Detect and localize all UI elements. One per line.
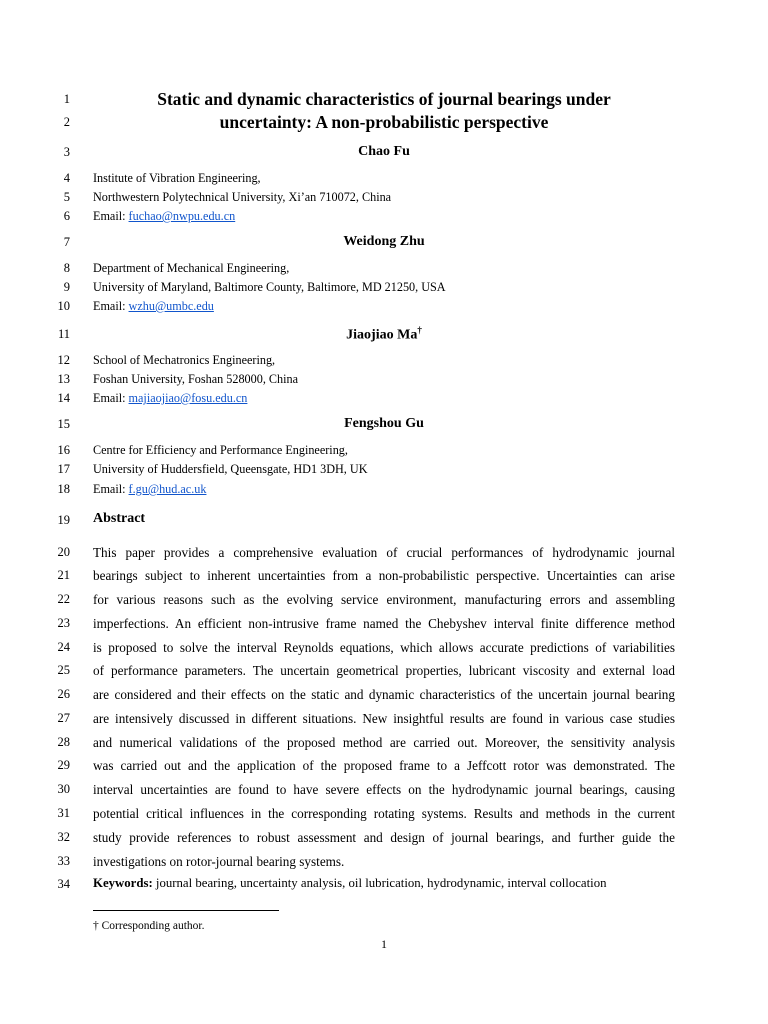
line-number: 13 [57,372,70,386]
affiliation-line: Institute of Vibration Engineering, [93,171,261,185]
abstract-line: was carried out and the application of the proposed frame to a Jeffcott rotor was demonstrated. The [93,758,675,773]
footnote: † Corresponding author. [93,920,205,932]
line-number: 3 [63,145,70,159]
line-number: 22 [57,592,70,606]
affiliation-line: University of Maryland, Baltimore County, Baltimore, MD 21250, USA [93,280,446,294]
line-number: 30 [57,782,70,796]
line-number: 27 [57,711,70,725]
line-number: 19 [57,513,70,527]
abstract-line: investigations on rotor-journal bearing systems. [93,854,345,869]
email-label: Email: [93,391,129,405]
email-line [93,482,206,497]
abstract-line: of performance parameters. The uncertain geometrical properties, lubricant viscosity and external load [93,663,675,678]
abstract-line: is proposed to solve the interval Reynolds equations, which allows accurate predictions of variabilities [93,640,675,655]
abstract-line: are considered and their effects on the static and dynamic characteristics of the uncertain journal bearing [93,687,675,702]
email-line [93,299,214,314]
line-number: 24 [57,640,70,654]
line-number: 31 [57,806,70,820]
author-name: Jiaojiao Ma [346,327,418,343]
line-number: 29 [57,758,70,772]
line-number: 2 [63,115,70,129]
line-number: 1 [63,92,70,106]
keywords-label: Keywords: [93,876,153,890]
line-number: 15 [57,417,70,431]
email-link[interactable]: majiaojiao@fosu.edu.cn [128,391,248,405]
abstract-line: for various reasons such as the evolving service environment, manufacturing errors and assembling [93,592,675,607]
author-name: Chao Fu [358,144,410,159]
email-label: Email: [93,299,129,313]
line-number: 33 [57,854,70,868]
email-label: Email: [93,209,129,223]
line-number: 28 [57,735,70,749]
line-number: 17 [57,462,70,476]
line-number: 26 [57,687,70,701]
author-name-corresponding [93,325,675,344]
keywords-line [93,876,607,891]
line-number: 14 [57,391,70,405]
abstract-line: imperfections. An efficient non-intrusive frame named the Chebyshev interval finite difference method [93,616,675,631]
page-number: 1 [381,937,387,951]
line-number: 7 [63,235,70,249]
email-line [93,391,247,406]
affiliation-line: Centre for Efficiency and Performance Engineering, [93,443,348,457]
author-name: Weidong Zhu [343,234,425,249]
affiliation-line: University of Huddersfield, Queensgate, HD1 3DH, UK [93,462,368,476]
corresponding-mark: † [417,325,422,335]
line-number: 5 [63,190,70,204]
email-link[interactable]: wzhu@umbc.edu [128,299,214,313]
abstract-line: study provide references to robust assessment and design of journal bearings, and further guide the [93,830,675,845]
line-number: 16 [57,443,70,457]
affiliation-line: Northwestern Polytechnical University, Xi’an 710072, China [93,190,392,204]
abstract-line: potential critical influences in the corresponding rotating systems. Results and methods in the current [93,806,675,821]
abstract-line: This paper provides a comprehensive evaluation of crucial performances of hydrodynamic journal [93,545,675,560]
line-number: 10 [57,299,70,313]
line-number: 4 [63,171,70,185]
line-number: 23 [57,616,70,630]
line-number: 8 [63,261,70,275]
abstract-line: bearings subject to inherent uncertainties from a non-probabilistic perspective. Uncertainties can arise [93,568,675,583]
line-number: 21 [57,568,70,582]
abstract-heading: Abstract [93,511,146,526]
abstract-line: are intensively discussed in different situations. New insightful results are found in various case studies [93,711,675,726]
line-number: 20 [57,545,70,559]
email-line [93,209,235,224]
line-number: 6 [63,209,70,223]
author-name: Fengshou Gu [344,416,424,431]
email-link[interactable]: fuchao@nwpu.edu.cn [128,209,236,223]
line-number: 11 [57,327,70,341]
paper-title-line-2: uncertainty: A non-probabilistic perspective [219,112,549,132]
abstract-line: interval uncertainties are found to have severe effects on the hydrodynamic journal bearings, causing [93,782,675,797]
line-number: 9 [63,280,70,294]
affiliation-line: School of Mechatronics Engineering, [93,353,276,367]
email-link[interactable]: f.gu@hud.ac.uk [128,482,207,496]
abstract-line: and numerical validations of the proposed method are carried out. Moreover, the sensitivity analysis [93,735,675,750]
keywords-text: journal bearing, uncertainty analysis, oil lubrication, hydrodynamic, interval collocation [152,876,607,890]
line-number: 18 [57,482,70,496]
footnote-separator [93,910,279,911]
affiliation-line: Foshan University, Foshan 528000, China [93,372,299,386]
paper-title-line-1: Static and dynamic characteristics of journal bearings under [157,89,611,109]
email-label: Email: [93,482,129,496]
line-number: 12 [57,353,70,367]
line-number: 34 [57,877,70,891]
line-number: 32 [57,830,70,844]
line-number: 25 [57,663,70,677]
affiliation-line: Department of Mechanical Engineering, [93,261,290,275]
